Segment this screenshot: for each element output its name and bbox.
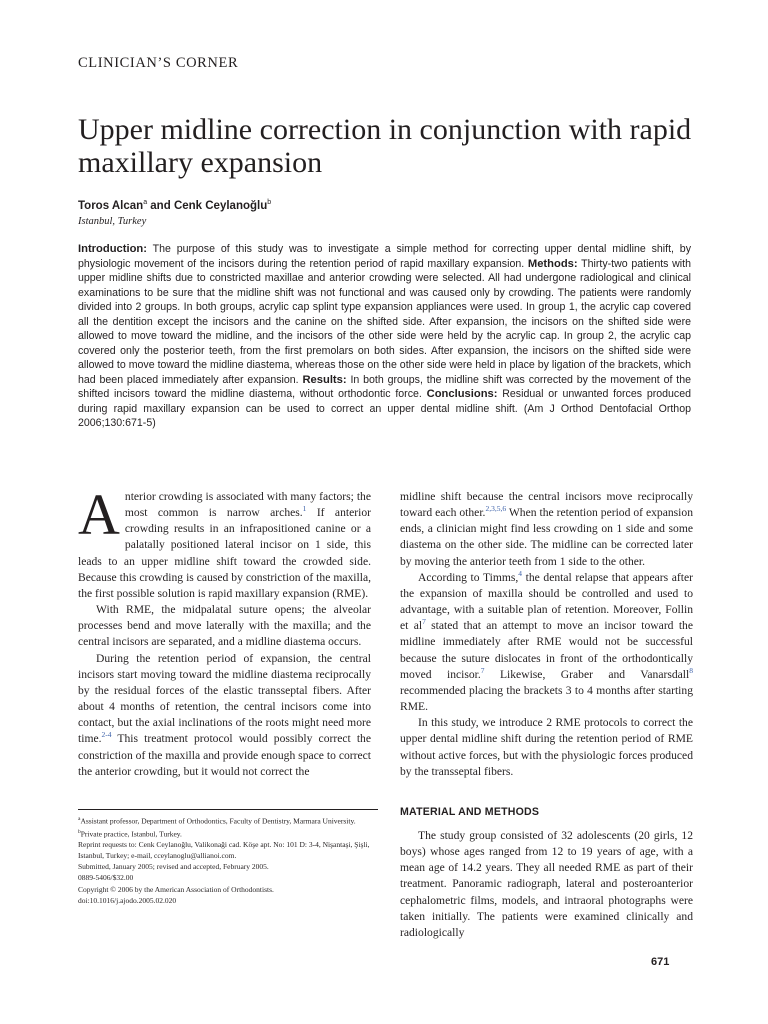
- section-heading: MATERIAL AND METHODS: [400, 805, 540, 818]
- body-paragraph: [78, 482, 371, 602]
- body-paragraph: The study group consisted of 32 adolescents (20 girls, 12 boys) whose ages ranged from 12 to 19 years of age, with a mean age of 14.2 years. They all needed RME as part of their treatment. Panoramic radiograph, lateral and posteroanterior cephalometric films, models, and intraoral photographs were taken initially. The patients were examined clinically and radiologically: [400, 828, 693, 939]
- article-title: Upper midline correction in conjunction with rapid maxillary expansion: [78, 113, 692, 179]
- abstract-results-label: Results:: [302, 373, 347, 386]
- author-conjunction: and: [147, 199, 174, 212]
- page-number: 671: [651, 956, 670, 968]
- citation-link[interactable]: 7: [480, 665, 485, 675]
- paragraph-text: Likewise, Graber and Vanarsdall: [484, 667, 690, 681]
- reprint-requests: Reprint requests to: Cenk Ceylanoğlu, Valikonaği cad. Köşe apt. No: 101 D: 3-4, Nişantaşi, Şişli, Istanbul, Turkey; e-mail, cceylanoglu@allianoi.com.: [78, 840, 370, 861]
- section-label: CLINICIAN’S CORNER: [78, 55, 239, 71]
- author-name: Toros Alcan: [78, 199, 144, 212]
- body-paragraph: In this study, we introduce 2 RME protocols to correct the upper dental midline shift during the retention period of RME without active forces, but with the physiologic forces produced by the transseptal fibers.: [400, 716, 693, 778]
- footnote: [78, 814, 378, 827]
- body-column-left: [78, 482, 371, 780]
- copyright-notice: Copyright © 2006 by the American Association of Orthodontists.: [78, 884, 274, 894]
- abstract-intro-label: Introduction:: [78, 243, 147, 255]
- abstract-results-text: In both groups, the midline shift was corrected by the movement of the shifted incisors toward the midline diastema, without orthodontic force.: [78, 373, 691, 400]
- paragraph-text: the dental relapse that appears after the expansion of maxilla should be controlled and used to advantage, with a suitable plan of retention. Moreover, Follin et al: [400, 570, 693, 633]
- author-affiliation-mark: a: [143, 199, 148, 206]
- abstract-conclusions-label: Conclusions:: [426, 388, 498, 400]
- paragraph-text: If anterior crowding results in an infrapositioned canine or a palatally positioned lateral incisor on 1 side, this leads to an upper midline shift toward the crowded side. Because this crowding is caused by constriction of the maxilla, the first possible solution is rapid maxillary expansion (RME).: [78, 506, 371, 600]
- footnotes: [78, 809, 378, 906]
- citation-link[interactable]: 7: [422, 617, 426, 627]
- paragraph-text: This treatment protocol would possibly correct the constriction of the maxilla and provide enough space to correct the anterior crowding, but it would not correct the: [78, 732, 371, 778]
- body-paragraph: [78, 651, 371, 780]
- citation-link[interactable]: 4: [518, 568, 523, 578]
- body-paragraph: [400, 570, 693, 715]
- footnote: [78, 827, 378, 840]
- author-line: [78, 199, 271, 212]
- footnote-mark: a: [78, 816, 81, 822]
- body-paragraph: With RME, the midpalatal suture opens; the alveolar processes bend and move laterally with the maxilla; and the central incisors are separated, and a midline diastema occurs.: [78, 603, 371, 649]
- footnote-text: Assistant professor, Department of Orthodontics, Faculty of Dentistry, Marmara University.: [80, 816, 356, 826]
- paragraph-text: nterior crowding is associated with many factors; the most common is narrow arches.: [124, 490, 371, 520]
- abstract: [78, 242, 691, 431]
- paragraph-text: recommended placing the brackets 3 to 4 months after starting RME.: [400, 683, 693, 714]
- citation-link[interactable]: 1: [302, 504, 307, 514]
- abstract-conclusions-text: Residual or unwanted forces produced during rapid maxillary expansion can be used to correct an upper dental midline shift. (Am J Orthod Dentofacial Orthop 2006;130:671-5): [78, 388, 691, 429]
- paragraph-text: During the retention period of expansion, the central incisors start moving toward the midline diastema reciprocally by the residual forces of the elastic transseptal fibers. After about 4 months of retention, the central incisors come into contact, but the axial inclinations of the roots might need more time.: [78, 651, 371, 746]
- citation-link[interactable]: 8: [689, 665, 693, 675]
- footnote-mark: b: [78, 828, 81, 835]
- citation-link[interactable]: 2,3,5,6: [485, 504, 507, 514]
- body-column-right: [400, 489, 693, 941]
- drop-cap: A: [78, 482, 120, 547]
- submission-dates: Submitted, January 2005; revised and accepted, February 2005.: [78, 862, 269, 872]
- abstract-methods-text: Thirty-two patients with upper midline shifts due to constricted maxillae and anterior crowding were selected. All had undergone radiological and clinical examinations to be sure that the midline shift was not functional and was caused only by crowding. The patients were randomly divided into 2 groups. In both groups, acrylic cap splint type expansion appliances were used. In group 1, the acrylic cap covered all the dentition except the incisors and the canine on the shifted side. After expansion, the incisors on the shifted side were allowed to move toward the midline, and the incisors of the other side were held by the acrylic cap. In group 2, the acrylic cap covered only the posterior teeth, from the first premolars on both sides. After expansion, the incisors on the shifted side were allowed to move toward the midline diastema, whereas those on the other side were held in place by ligation of the brackets, which had been placed immediately after expansion.: [78, 257, 691, 386]
- author-location: Istanbul, Turkey: [78, 216, 147, 227]
- abstract-intro-text: The purpose of this study was to investigate a simple method for correcting upper dental midline shift, by physiologic movement of the incisors during the retention period of rapid maxillary expansion.: [78, 243, 691, 270]
- paragraph-text: According to Timms,: [418, 570, 519, 584]
- paragraph-text: When the retention period of expansion ends, a clinician might find less crowding on 1 side and some diastema on the other side. The midline can be corrected later by moving the anterior teeth from 1 side to the other.: [400, 506, 693, 568]
- paragraph-text: midline shift because the central incisors move reciprocally toward each other.: [400, 490, 693, 520]
- paragraph-text: stated that an attempt to move an incisor toward the midline immediately after RME would not be successful because the suture dislocates in front of the orthodontically moved incisor.: [400, 619, 693, 681]
- price-code: 0889-5406/$32.00: [78, 873, 134, 883]
- author-name: Cenk Ceylanoğlu: [173, 199, 268, 212]
- body-paragraph: [400, 489, 693, 570]
- author-affiliation-mark: b: [267, 199, 272, 206]
- footnote-text: Private practice, Istanbul, Turkey.: [80, 829, 182, 839]
- citation-link[interactable]: 2-4: [101, 730, 112, 740]
- doi-link[interactable]: doi:10.1016/j.ajodo.2005.02.020: [78, 895, 177, 905]
- abstract-methods-label: Methods:: [527, 257, 578, 270]
